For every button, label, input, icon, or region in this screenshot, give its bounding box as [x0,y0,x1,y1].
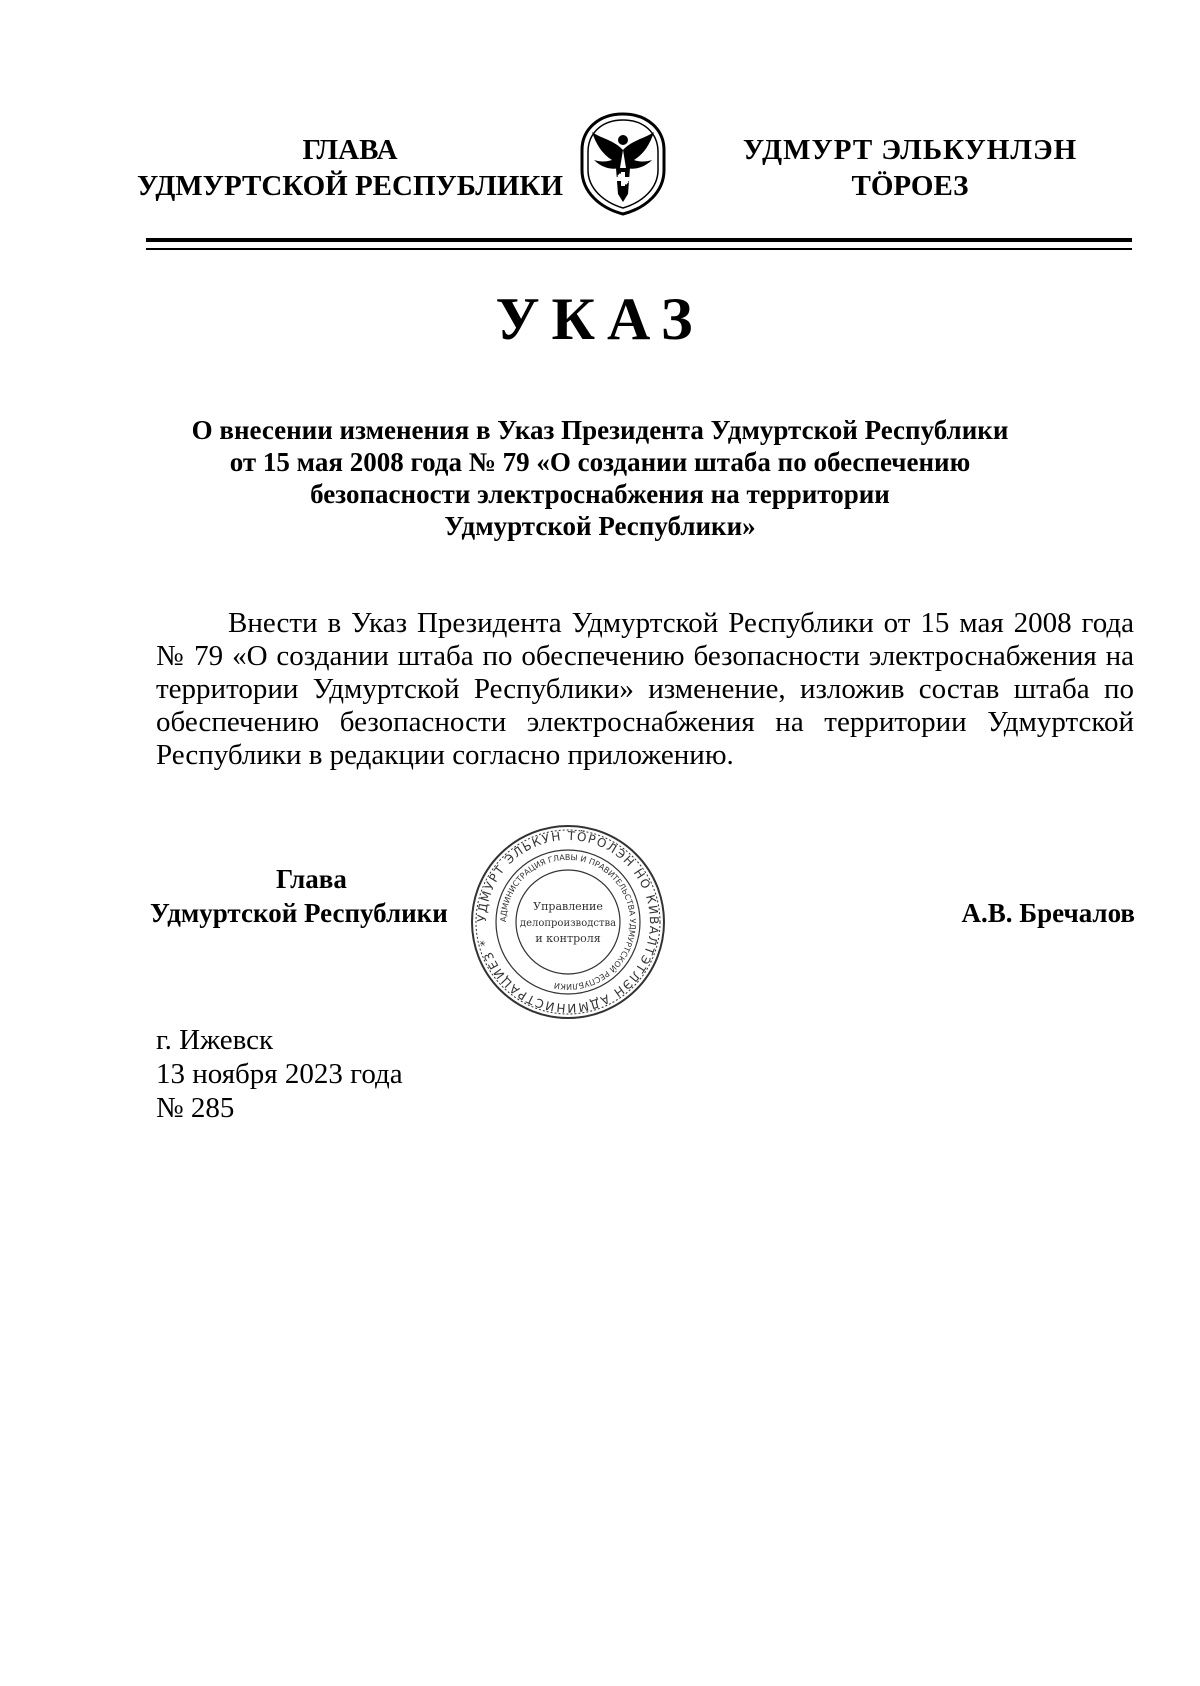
document-body [156,607,1134,772]
document-number: № 285 [156,1092,235,1124]
place-date-block [156,1023,403,1125]
signature-title-line1: Глава [276,864,347,894]
signature-title-line2: Удмуртской Республики [150,898,448,928]
body-line: обеспечению безопасности электроснабжения на территории Удмуртской [156,706,1134,738]
stamp-center-line2: делопроизводства [519,918,617,929]
title-line: от 15 мая 2008 года № 79 «О создании штаба по обеспечению [229,447,971,477]
udmurt-coat-of-arms-icon [578,110,668,216]
title-line: Удмуртской Республики» [444,511,756,541]
stamp-center-line1: Управление [533,900,603,913]
body-line: № 79 «О создании штаба по обеспечению безопасности электроснабжения на [156,640,1134,672]
document-type-heading: УКАЗ [495,286,705,352]
stamp-center-line3: и контроля [535,932,601,945]
body-line: Республики в редакции согласно приложению. [156,739,734,771]
header-divider-thin [146,248,1132,250]
body-line: Внести в Указ Президента Удмуртской Республики от 15 мая 2008 года [228,607,1134,639]
header-left-line1: ГЛАВА [302,134,398,166]
header-right-line1: УДМУРТ ЭЛЬКУНЛЭН [742,134,1078,166]
stamp-inner-text: АДМИНИСТРАЦИЯ ГЛАВЫ И ПРАВИТЕЛЬСТВА УДМУРТСКОЙ РЕСПУБЛИКИ [498,852,638,992]
document-title [160,414,1040,542]
header-divider-thick [146,238,1132,242]
stamp-outer-text: УДМУРТ ЭЛЬКУН ТӦРОЛЭН НО КИВАЛТЭТЛЭН АДМИНИСТРАЦИЕЗ * [474,828,662,1016]
signatory-name: А.В. Бречалов [961,898,1135,928]
header-right-line2: ТӦРОЕЗ [851,170,969,202]
header-left-line2: УДМУРТСКОЙ РЕСПУБЛИКИ [136,170,564,202]
city: г. Ижевск [156,1024,274,1056]
signature-title [150,862,448,930]
official-stamp [468,822,668,1022]
header-right [730,132,1090,204]
title-line: безопасности электроснабжения на территории [310,479,890,509]
document-date: 13 ноября 2023 года [156,1058,403,1090]
header-left [130,132,570,204]
body-line: территории Удмуртской Республики» изменение, изложив состав штаба по [156,673,1134,705]
title-line: О внесении изменения в Указ Президента Удмуртской Республики [191,415,1009,445]
